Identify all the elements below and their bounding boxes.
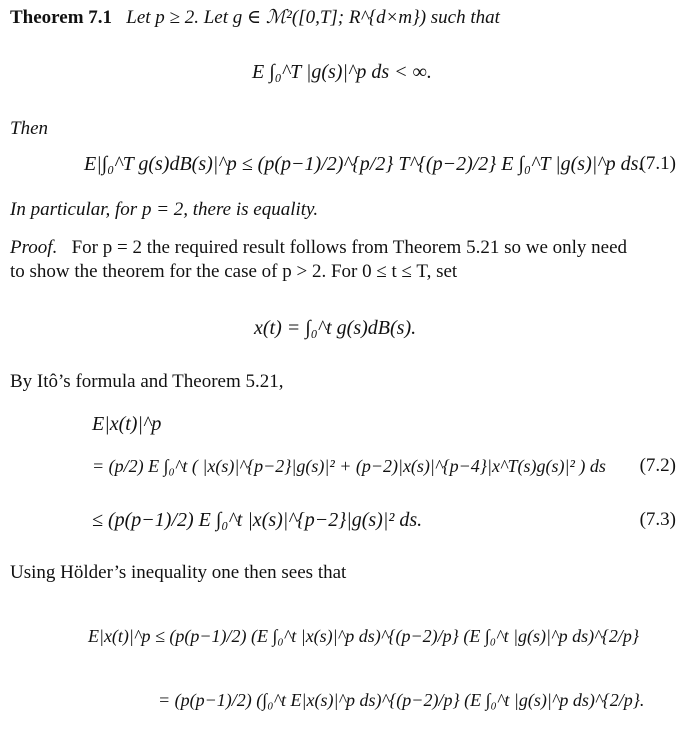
condition-equation: E ∫₀^T |g(s)|^p ds < ∞.: [252, 61, 432, 83]
proof-line-2: to show the theorem for the case of p > 2. For 0 ≤ t ≤ T, set: [10, 261, 458, 282]
e-x-p-term: E|x(t)|^p: [92, 413, 162, 435]
holder-line: Using Hölder’s inequality one then sees that: [10, 562, 347, 583]
theorem-hypothesis: Let p ≥ 2. Let g ∈ ℳ²([0,T]; R^{d×m}) such that: [126, 7, 500, 28]
proof-line-1: [10, 236, 676, 260]
equation-number-7-2: (7.2): [639, 455, 676, 476]
holder-equation-1: E|x(t)|^p ≤ (p(p−1)/2) (E ∫₀^t |x(s)|^p ds)^{(p−2)/p} (E ∫₀^t |g(s)|^p ds)^{2/p}: [88, 626, 640, 646]
equation-number-7-1: (7.1): [639, 153, 676, 174]
proof-text-1: For p = 2 the required result follows from Theorem 5.21 so we only need: [71, 237, 628, 258]
holder-equation-2: = (p(p−1)/2) (∫₀^t E|x(s)|^p ds)^{(p−2)/p} (E ∫₀^t |g(s)|^p ds)^{2/p}.: [158, 690, 645, 710]
x-definition-equation: x(t) = ∫₀^t g(s)dB(s).: [254, 317, 417, 339]
theorem-label: Theorem 7.1: [10, 7, 113, 28]
equation-number-7-3: (7.3): [639, 509, 676, 530]
particular-case: In particular, for p = 2, there is equality.: [10, 199, 319, 220]
ito-formula-line: By Itô’s formula and Theorem 5.21,: [10, 371, 284, 392]
equation-7-3: ≤ (p(p−1)/2) E ∫₀^t |x(s)|^{p−2}|g(s)|² ds.: [92, 509, 423, 531]
then-label: Then: [10, 118, 48, 139]
main-equation: E|∫₀^T g(s)dB(s)|^p ≤ (p(p−1)/2)^{p/2} T^{(p−2)/2} E ∫₀^T |g(s)|^p ds.: [84, 153, 644, 175]
equation-7-2: = (p/2) E ∫₀^t ( |x(s)|^{p−2}|g(s)|² + (p−2)|x(s)|^{p−4}|x^T(s)g(s)|² ) ds: [92, 456, 606, 476]
theorem-statement-line: [10, 6, 676, 30]
proof-label: Proof.: [10, 237, 58, 258]
